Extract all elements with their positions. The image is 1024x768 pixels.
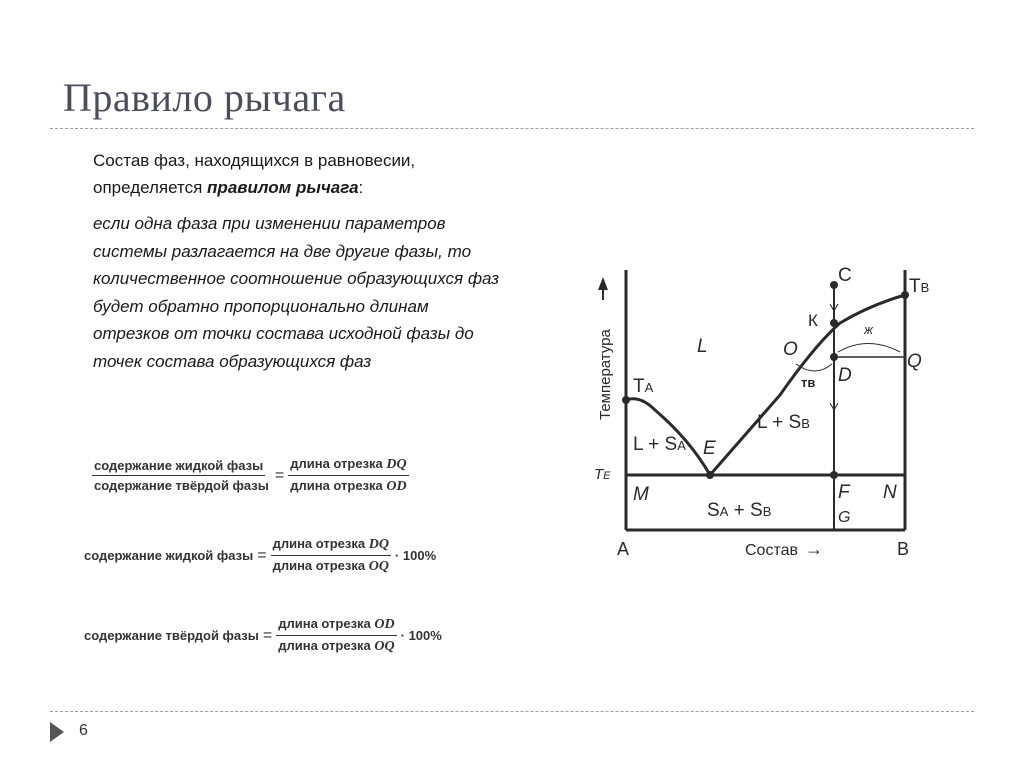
formula-ratio — [92, 456, 409, 495]
formula-liquid — [84, 536, 436, 575]
label-o: O — [783, 339, 798, 360]
label-n: N — [883, 482, 897, 503]
title-divider — [50, 128, 974, 129]
label-f: F — [838, 482, 850, 503]
formula-solid-left: содержание твёрдой фазы — [84, 628, 259, 643]
label-zh: ж — [864, 322, 873, 337]
intro-bold-term: правилом рычага — [207, 178, 359, 197]
label-q: Q — [907, 351, 922, 372]
formula-ratio-right-den: длина отрезка OD — [290, 478, 407, 494]
corner-b: B — [897, 539, 910, 559]
formula-ratio-left — [92, 458, 271, 493]
formula-ratio-right — [288, 456, 408, 495]
formula-liquid-fraction — [271, 536, 391, 575]
equals-sign: = — [262, 626, 273, 644]
point-tb — [901, 291, 909, 299]
region-l: L — [697, 336, 708, 357]
intro-prefix: Состав фаз, находящихся в равновесии, определяется — [93, 151, 416, 197]
x-axis-arrow: → — [805, 539, 823, 559]
formula-solid — [84, 616, 442, 655]
phase-diagram — [570, 255, 940, 575]
lever-rule-text: если одна фаза при изменении параметров системы разлагается на две другие фазы, то количественное соотношение образующихся фаз будет обратно пропорционально длинам отрезков от точки состава исходной фазы до точек состава образующихся фаз — [93, 214, 499, 371]
x-axis-label: Состав — [745, 542, 798, 559]
intro-paragraph — [93, 147, 503, 201]
label-d: D — [838, 365, 852, 386]
equals-sign: = — [274, 466, 285, 484]
formula-ratio-left-den: содержание твёрдой фазы — [94, 478, 269, 493]
formula-liquid-factor: · 100% — [394, 548, 437, 563]
label-tb: TB — [909, 276, 930, 297]
formula-liquid-left: содержание жидкой фазы — [84, 548, 254, 563]
region-l-sa: L + SA — [633, 434, 686, 455]
formula-solid-den: длина отрезка OQ — [278, 638, 395, 654]
y-axis-label: Температура — [597, 329, 614, 420]
corner-a: A — [617, 539, 630, 559]
equals-sign: = — [257, 546, 267, 564]
label-k: К — [808, 311, 818, 330]
point-e — [706, 471, 714, 479]
footer-triangle-icon — [50, 722, 64, 742]
footer-divider — [50, 711, 974, 712]
region-l-sb: L + SB — [757, 412, 810, 433]
point-d — [830, 353, 838, 361]
label-tv: тв — [801, 375, 816, 390]
point-k — [830, 319, 838, 327]
formula-ratio-left-num: содержание жидкой фазы — [92, 458, 265, 476]
arc-zh — [838, 344, 900, 353]
label-ta: TA — [633, 376, 654, 397]
point-f — [830, 471, 838, 479]
intro-suffix: : — [358, 178, 364, 197]
formula-liquid-den: длина отрезка OQ — [272, 558, 389, 574]
formula-solid-num: длина отрезка OD — [276, 616, 396, 636]
region-sa-sb: SA + SB — [707, 500, 772, 521]
point-ta — [622, 396, 630, 404]
label-te: TE — [594, 466, 611, 483]
label-g: G — [838, 509, 851, 526]
label-e: E — [703, 438, 716, 459]
page-number: 6 — [79, 722, 88, 739]
formula-solid-factor: · 100% — [400, 628, 442, 643]
label-m: M — [633, 484, 649, 505]
formula-liquid-num: длина отрезка DQ — [271, 536, 391, 556]
formula-solid-fraction — [276, 616, 396, 655]
point-c — [830, 281, 838, 289]
label-c: C — [838, 265, 852, 286]
formula-ratio-right-num: длина отрезка DQ — [288, 456, 408, 476]
y-axis-arrowhead — [598, 277, 608, 290]
page-title: Правило рычага — [63, 75, 346, 120]
